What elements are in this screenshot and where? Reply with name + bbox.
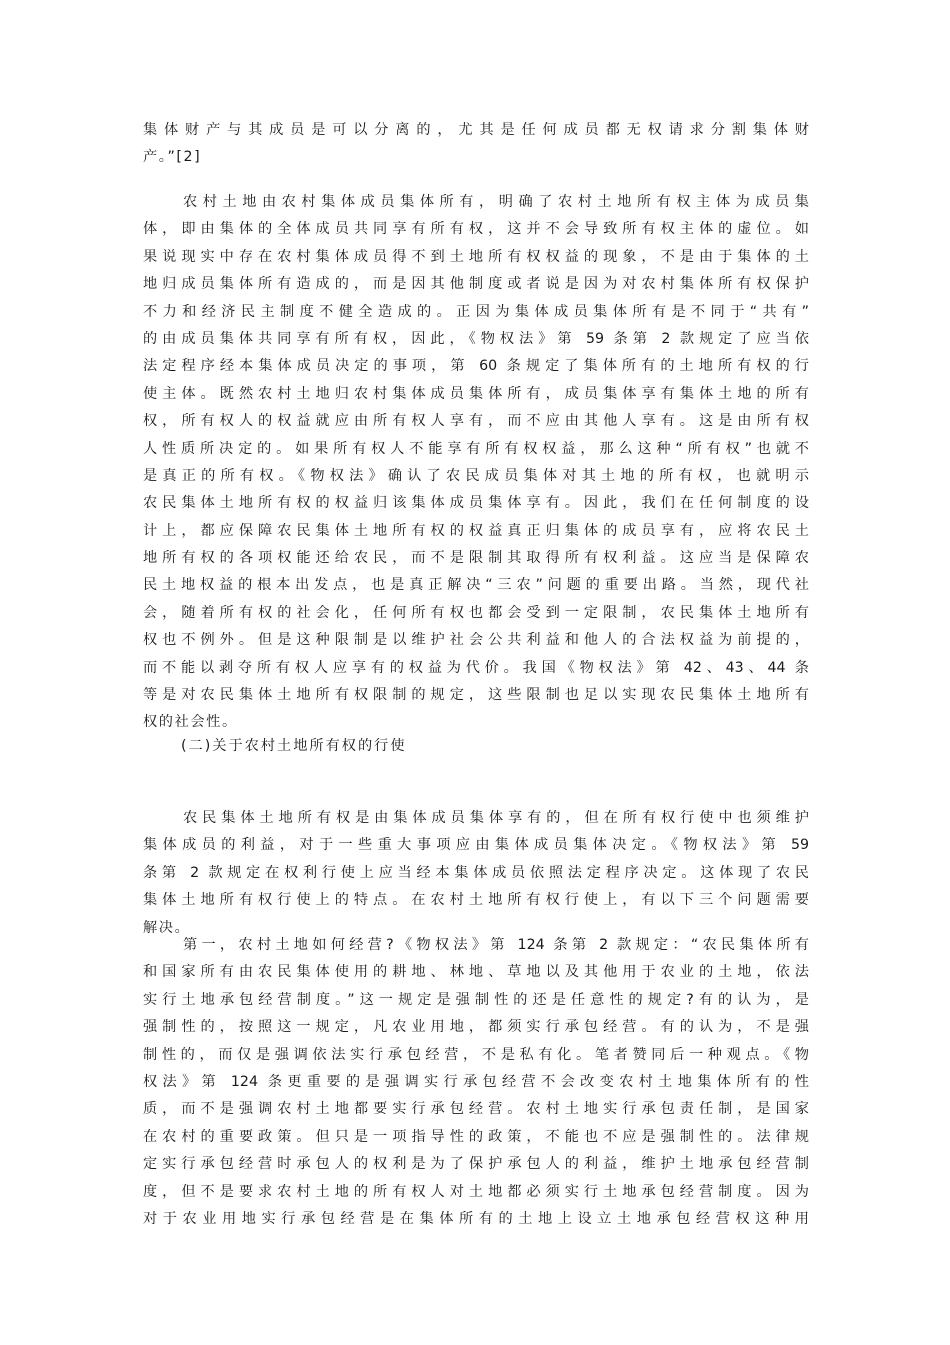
text-line: 等是对农民集体土地所有权限制的规定，这些限制也足以实现农民集体土地所有 (143, 687, 809, 704)
text-line: 而不能以剥夺所有权人应享有的权益为代价。我国《物权法》第 42、43、44 条 (143, 659, 809, 676)
paragraph-collective-ownership (143, 189, 809, 737)
text-line: 产。”[2] (143, 149, 202, 166)
section-heading (143, 733, 809, 760)
text-line: 计上，都应保障农民集体土地所有权的权益真正归集体的成员享有，应将农民土 (143, 522, 809, 539)
text-line: 地归成员集体所有造成的，而是因其他制度或者说是因为对农村集体所有权保护 (143, 276, 809, 293)
text-line: 在农村的重要政策。但只是一项指导性的政策，不能也不应是强制性的。法律规 (143, 1128, 809, 1145)
text-line: 度，但不是要求农村土地的所有权人对土地都必须实行土地承包经营制度。因为 (143, 1183, 809, 1200)
text-line: 制性的，而仅是强调依法实行承包经营，不是私有化。笔者赞同后一种观点。《物 (143, 1046, 809, 1063)
text-line: 集体财产与其成员是可以分离的，尤其是任何成员都无权请求分割集体财 (143, 122, 809, 138)
text-line: 定实行承包经营时承包人的权利是为了保护承包人的利益，维护土地承包经营制 (143, 1156, 809, 1173)
text-line: 集体成员的利益，对于一些重大事项应由集体成员集体决定。《物权法》第 59 (143, 837, 809, 854)
text-line: 权的社会性。 (143, 714, 238, 731)
text-line: 集体土地所有权行使上的特点。在农村土地所有权行使上，有以下三个问题需要 (143, 892, 809, 909)
text-line: 果说现实中存在农村集体成员得不到土地所有权权益的现象，不是由于集体的土 (143, 248, 809, 265)
text-line: 权也不例外。但是这种限制是以维护社会公共利益和他人的合法权益为前提的， (143, 632, 809, 649)
text-line: 是真正的所有权。《物权法》确认了农民成员集体对其土地的所有权，也就明示 (143, 467, 809, 484)
text-line: 人性质所决定的。如果所有权人不能享有所有权权益，那么这种“所有权”也就不 (143, 440, 809, 457)
text-line: 地所有权的各项权能还给农民，而不是限制其取得所有权利益。这应当是保障农 (143, 550, 809, 567)
text-line: 对于农业用地实行承包经营是在集体所有的土地上设立土地承包经营权这种用 (143, 1210, 809, 1227)
text-line: 和国家所有由农民集体使用的耕地、林地、草地以及其他用于农业的土地，依法 (143, 964, 809, 981)
text-line: 第一，农村土地如何经营?《物权法》第 124 条第 2 款规定：“农民集体所有 (183, 937, 809, 953)
heading-text: (二)关于农村土地所有权的行使 (181, 738, 407, 754)
text-line: 解决。 (143, 919, 191, 936)
text-line: 权法》第 124 条更重要的是强调实行承包经营不会改变农村土地集体所有的性 (143, 1073, 809, 1090)
text-line: 实行土地承包经营制度。”这一规定是强制性的还是任意性的规定?有的认为，是 (143, 991, 809, 1008)
text-line: 权，所有权人的权益就应由所有权人享有，而不应由其他人享有。这是由所有权 (143, 413, 809, 430)
text-line: 强制性的，按照这一规定，凡农业用地，都须实行承包经营。有的认为，不是强 (143, 1019, 809, 1036)
text-line: 质，而不是强调农村土地都要实行承包经营。农村土地实行承包责任制，是国家 (143, 1101, 809, 1118)
text-line: 会，随着所有权的社会化，任何所有权也都会受到一定限制，农民集体土地所有 (143, 604, 809, 621)
text-line: 民土地权益的根本出发点，也是真正解决“三农”问题的重要出路。当然，现代社 (143, 577, 809, 594)
paragraph-continuation (143, 117, 809, 172)
text-line: 法定程序经本集体成员决定的事项，第 60 条规定了集体所有的土地所有权的行 (143, 358, 809, 375)
text-line: 农民集体土地所有权是由集体成员集体享有的，但在所有权行使中也须维护 (183, 810, 809, 826)
text-line: 使主体。既然农村土地归农村集体成员集体所有，成员集体享有集体土地的所有 (143, 385, 809, 402)
paragraph-first-issue (143, 932, 809, 1233)
text-line: 体，即由集体的全体成员共同享有所有权，这并不会导致所有权主体的虚位。如 (143, 221, 809, 238)
text-line: 农民集体土地所有权的权益归该集体成员集体享有。因此，我们在任何制度的设 (143, 495, 809, 512)
text-line: 农村土地由农村集体成员集体所有，明确了农村土地所有权主体为成员集 (183, 194, 809, 210)
text-line: 的由成员集体共同享有所有权，因此，《物权法》第 59 条第 2 款规定了应当依 (143, 330, 809, 347)
text-line: 条第 2 款规定在权利行使上应当经本集体成员依照法定程序决定。这体现了农民 (143, 864, 809, 881)
paragraph-exercise-of-ownership (143, 805, 809, 942)
text-line: 不力和经济民主制度不健全造成的。正因为集体成员集体所有是不同于“共有” (143, 303, 809, 320)
